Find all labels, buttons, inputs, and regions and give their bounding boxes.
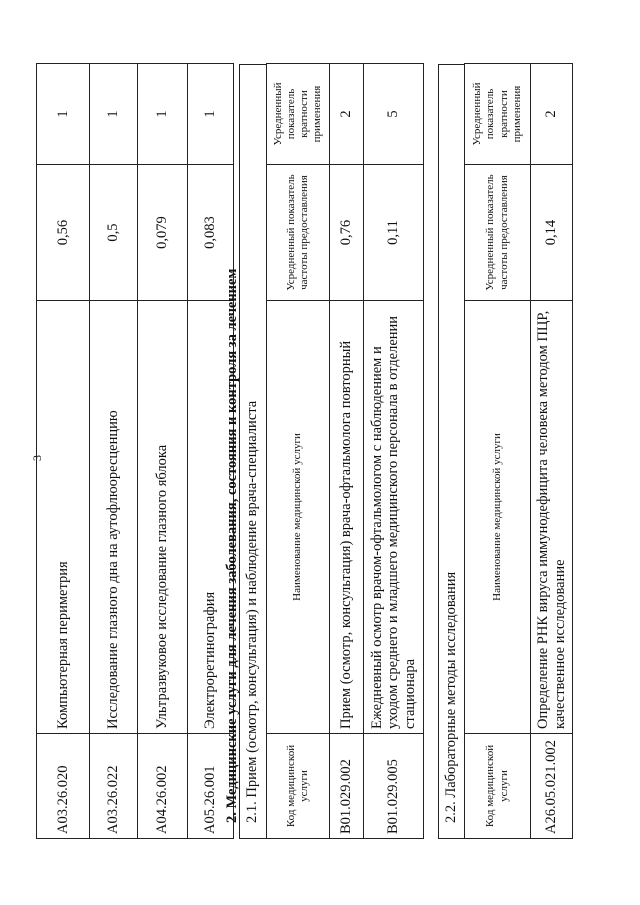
multiplicity-value: 1: [37, 64, 90, 165]
table-row: [90, 64, 138, 839]
header-code: Код медицинской услуги: [465, 734, 531, 839]
table-row: [37, 64, 90, 839]
table-header-row: [465, 64, 531, 839]
service-name: Определение РНК вируса иммунодефицита человека методом ПЦР, качественное исследование: [531, 301, 573, 734]
service-code: А05.26.001: [188, 734, 234, 839]
header-name: Наименование медицинской услуги: [465, 301, 531, 734]
header-multiplicity: Усредненный показатель кратности применения: [465, 64, 531, 165]
table-header-row: [267, 64, 330, 839]
service-name: Ультразвуковое исследование глазного яблока: [138, 301, 188, 734]
service-code: В01.029.005: [364, 734, 424, 839]
frequency-value: 0,11: [364, 165, 424, 301]
service-name: Электроретинография: [188, 301, 234, 734]
frequency-value: 0,079: [138, 165, 188, 301]
frequency-value: 0,5: [90, 165, 138, 301]
multiplicity-value: 1: [90, 64, 138, 165]
table-row: [330, 64, 364, 839]
frequency-value: 0,083: [188, 165, 234, 301]
frequency-value: 0,14: [531, 165, 573, 301]
service-code: А03.26.022: [90, 734, 138, 839]
table-row: [531, 64, 573, 839]
multiplicity-value: 1: [138, 64, 188, 165]
table-row: [138, 64, 188, 839]
table-row: [364, 64, 424, 839]
header-code: Код медицинской услуги: [267, 734, 330, 839]
service-code: А04.26.002: [138, 734, 188, 839]
section-2-1-title: 2.1. Прием (осмотр, консультация) и наблюдение врача-специалиста: [244, 400, 260, 823]
service-name: Компьютерная периметрия: [37, 301, 90, 734]
page-number: 3: [30, 455, 44, 461]
section-2-title: 2. Медицинские услуги для лечения заболевания, состояния и контроля за лечением: [224, 268, 240, 823]
service-code: А26.05.021.002: [531, 734, 573, 839]
section-2-2-title: 2.2. Лабораторные методы исследования: [443, 571, 459, 823]
table-section-2-2: [464, 63, 573, 839]
service-name: Исследование глазного дна на аутофлюоресценцию: [90, 301, 138, 734]
multiplicity-value: 2: [531, 64, 573, 165]
header-frequency: Усредненный показатель частоты предоставления: [267, 165, 330, 301]
frequency-value: 0,76: [330, 165, 364, 301]
multiplicity-value: 5: [364, 64, 424, 165]
service-name: Ежедневный осмотр врачом-офтальмологом с наблюдением и уходом среднего и младшего медицинского персонала в отделении стационара: [364, 301, 424, 734]
service-name: Прием (осмотр, консультация) врача-офтальмолога повторный: [330, 301, 364, 734]
header-frequency: Усредненный показатель частоты предоставления: [465, 165, 531, 301]
header-multiplicity: Усредненный показатель кратности применения: [267, 64, 330, 165]
frequency-value: 0,56: [37, 165, 90, 301]
multiplicity-value: 2: [330, 64, 364, 165]
table-top: [36, 63, 234, 839]
service-code: А03.26.020: [37, 734, 90, 839]
header-name: Наименование медицинской услуги: [267, 301, 330, 734]
table-section-2-1: [266, 63, 424, 839]
multiplicity-value: 1: [188, 64, 234, 165]
service-code: В01.029.002: [330, 734, 364, 839]
